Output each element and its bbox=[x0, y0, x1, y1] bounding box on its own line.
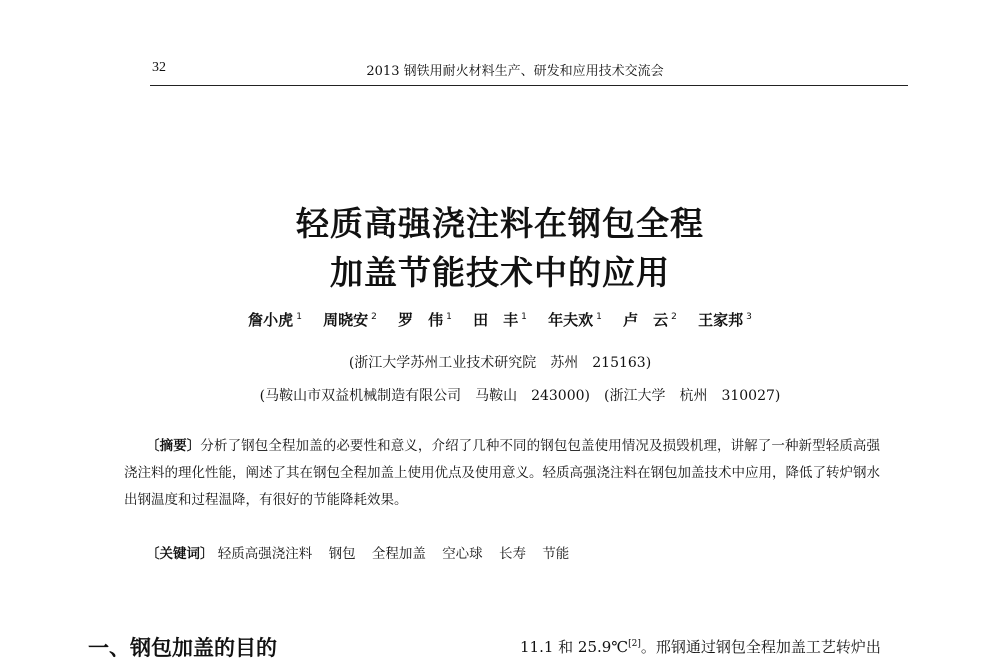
header-rule bbox=[150, 85, 908, 86]
abstract-indent bbox=[124, 438, 146, 454]
keyword: 轻质高强浇注料 bbox=[217, 546, 313, 562]
affiliation-line-2: (马鞍山市双益机械制造有限公司 马鞍山 243000) (浙江大学 杭州 310027) bbox=[259, 388, 781, 404]
author: 田 丰 $^1$ bbox=[473, 311, 527, 329]
keyword: 节能 bbox=[542, 546, 570, 562]
author: 王家邦 $^3$ bbox=[698, 311, 752, 329]
author: 詹小虎 $^1$ bbox=[248, 311, 302, 329]
keywords bbox=[146, 542, 866, 562]
keyword: 全程加盖 bbox=[371, 546, 426, 562]
body-text: 11.1 和 25.9℃ bbox=[520, 638, 629, 656]
keyword: 钢包 bbox=[328, 546, 356, 562]
abstract-tag: 〔摘要〕 bbox=[146, 438, 201, 454]
running-header-title: 2013 钢铁用耐火材料生产、研发和应用技术交流会 bbox=[366, 64, 664, 79]
paper-title-line-1: 轻质高强浇注料在钢包全程 bbox=[296, 204, 704, 243]
body-text-fragment bbox=[520, 636, 881, 657]
abstract-text: 分析了钢包全程加盖的必要性和意义，介绍了几种不同的钢包包盖使用情况及损毁机理，讲解了一种新型轻质高强浇注料的理化性能，阐述了其在钢包全程加盖上使用优点及使用意义。轻质高强浇注料在钢包加盖技术中应用，降低了转炉钢水出钢温度和过程温降，有很好的节能降耗效果。 bbox=[124, 438, 881, 508]
section-heading: 一、钢包加盖的目的 bbox=[88, 636, 277, 660]
author: 年夫欢 $^1$ bbox=[548, 311, 602, 329]
keywords-tag: 〔关键词〕 bbox=[146, 546, 214, 562]
page-number: 32 bbox=[152, 60, 166, 75]
author: 卢 云 $^2$ bbox=[623, 311, 677, 329]
affiliation-line-1: (浙江大学苏州工业技术研究院 苏州 215163) bbox=[348, 355, 652, 371]
keyword: 空心球 bbox=[442, 546, 483, 562]
body-text: 。邢钢通过钢包全程加盖工艺转炉出 bbox=[640, 638, 881, 656]
paper-title-line-2: 加盖节能技术中的应用 bbox=[330, 253, 670, 292]
author: 周晓安 $^2$ bbox=[323, 311, 377, 329]
author: 罗 伟 $^1$ bbox=[398, 311, 452, 329]
author-list bbox=[150, 309, 850, 330]
abstract bbox=[124, 433, 880, 514]
keyword: 长寿 bbox=[498, 546, 526, 562]
citation-ref: [2] bbox=[628, 639, 641, 649]
